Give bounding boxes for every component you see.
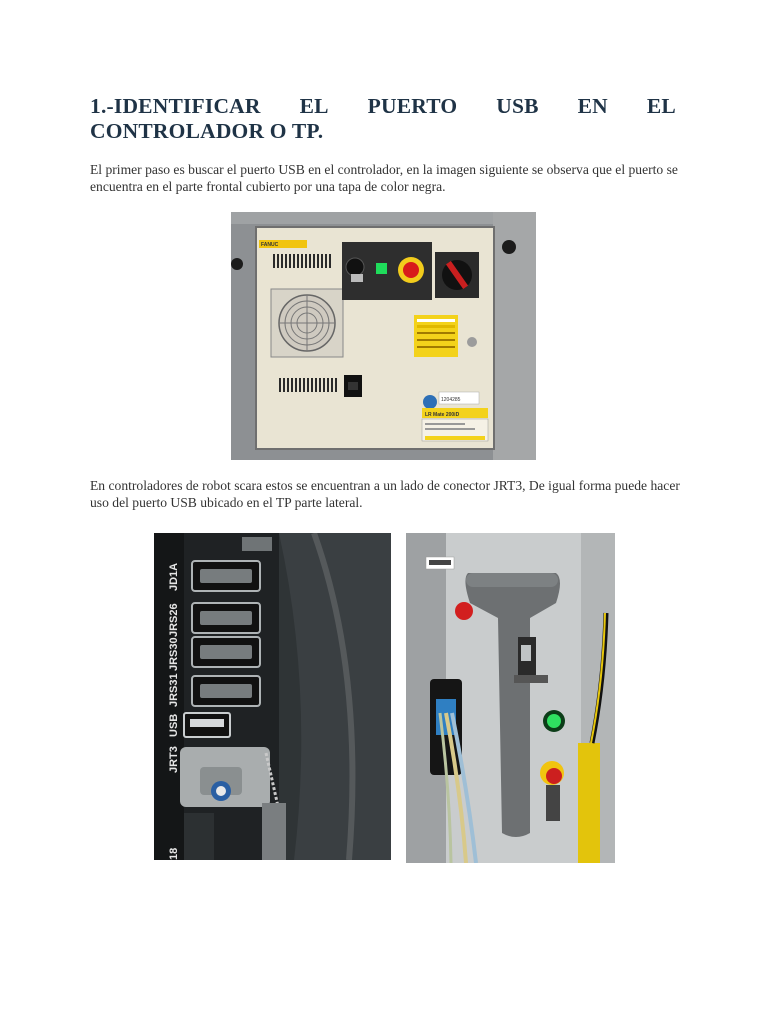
heading-word: EL: [646, 94, 676, 118]
fanuc-brand-text: FANUC: [261, 242, 279, 248]
heading-word: USB: [496, 94, 539, 118]
heading-word: EL: [299, 94, 329, 118]
paragraph-scara: En controladores de robot scara estos se encuentran a un lado de conector JRT3, De igual forma puede hacer uso del puerto USB ubicado en el TP parte lateral.: [90, 478, 680, 510]
model-label: LR Mate 200iD: [425, 412, 460, 418]
green-light-icon: [547, 714, 561, 728]
heading-word: 1.-IDENTIFICAR: [90, 94, 261, 118]
teach-pendant-photo: [406, 533, 615, 863]
usb-port-icon: [184, 713, 230, 737]
port-label-jrs30: JRS30: [168, 637, 180, 671]
port-label-jd1a: JD1A: [168, 562, 180, 591]
port-label-usb: USB: [168, 713, 180, 737]
serial-label: 1204285: [441, 397, 461, 403]
port-label-jrs26: JRS26: [168, 603, 180, 637]
heading-line-1: [90, 94, 676, 119]
green-indicator-icon: [376, 263, 387, 274]
port-jrs31: [192, 676, 260, 706]
port-label-jrt3: JRT3: [168, 746, 180, 773]
controller-front-photo: [231, 212, 536, 460]
certification-icon: [423, 395, 437, 409]
section-heading: [90, 94, 676, 144]
scara-ports-photo: [154, 533, 391, 860]
port-label-18: 18: [168, 847, 180, 860]
port-label-jrs31: JRS31: [168, 673, 180, 707]
port-jrs26: [192, 603, 260, 633]
port-jd1a: [192, 561, 260, 591]
light-curtain: [578, 743, 600, 863]
port-jrs30: [192, 637, 260, 667]
heading-line-2: CONTROLADOR O TP.: [90, 119, 324, 143]
heading-word: EN: [577, 94, 608, 118]
pendant-estop-icon: [455, 602, 473, 620]
heading-word: PUERTO: [367, 94, 458, 118]
paragraph-intro: El primer paso es buscar el puerto USB en el controlador, en la imagen siguiente se observa que el puerto se encuentra en el parte frontal cubierto por una tapa de color negra.: [90, 162, 678, 194]
